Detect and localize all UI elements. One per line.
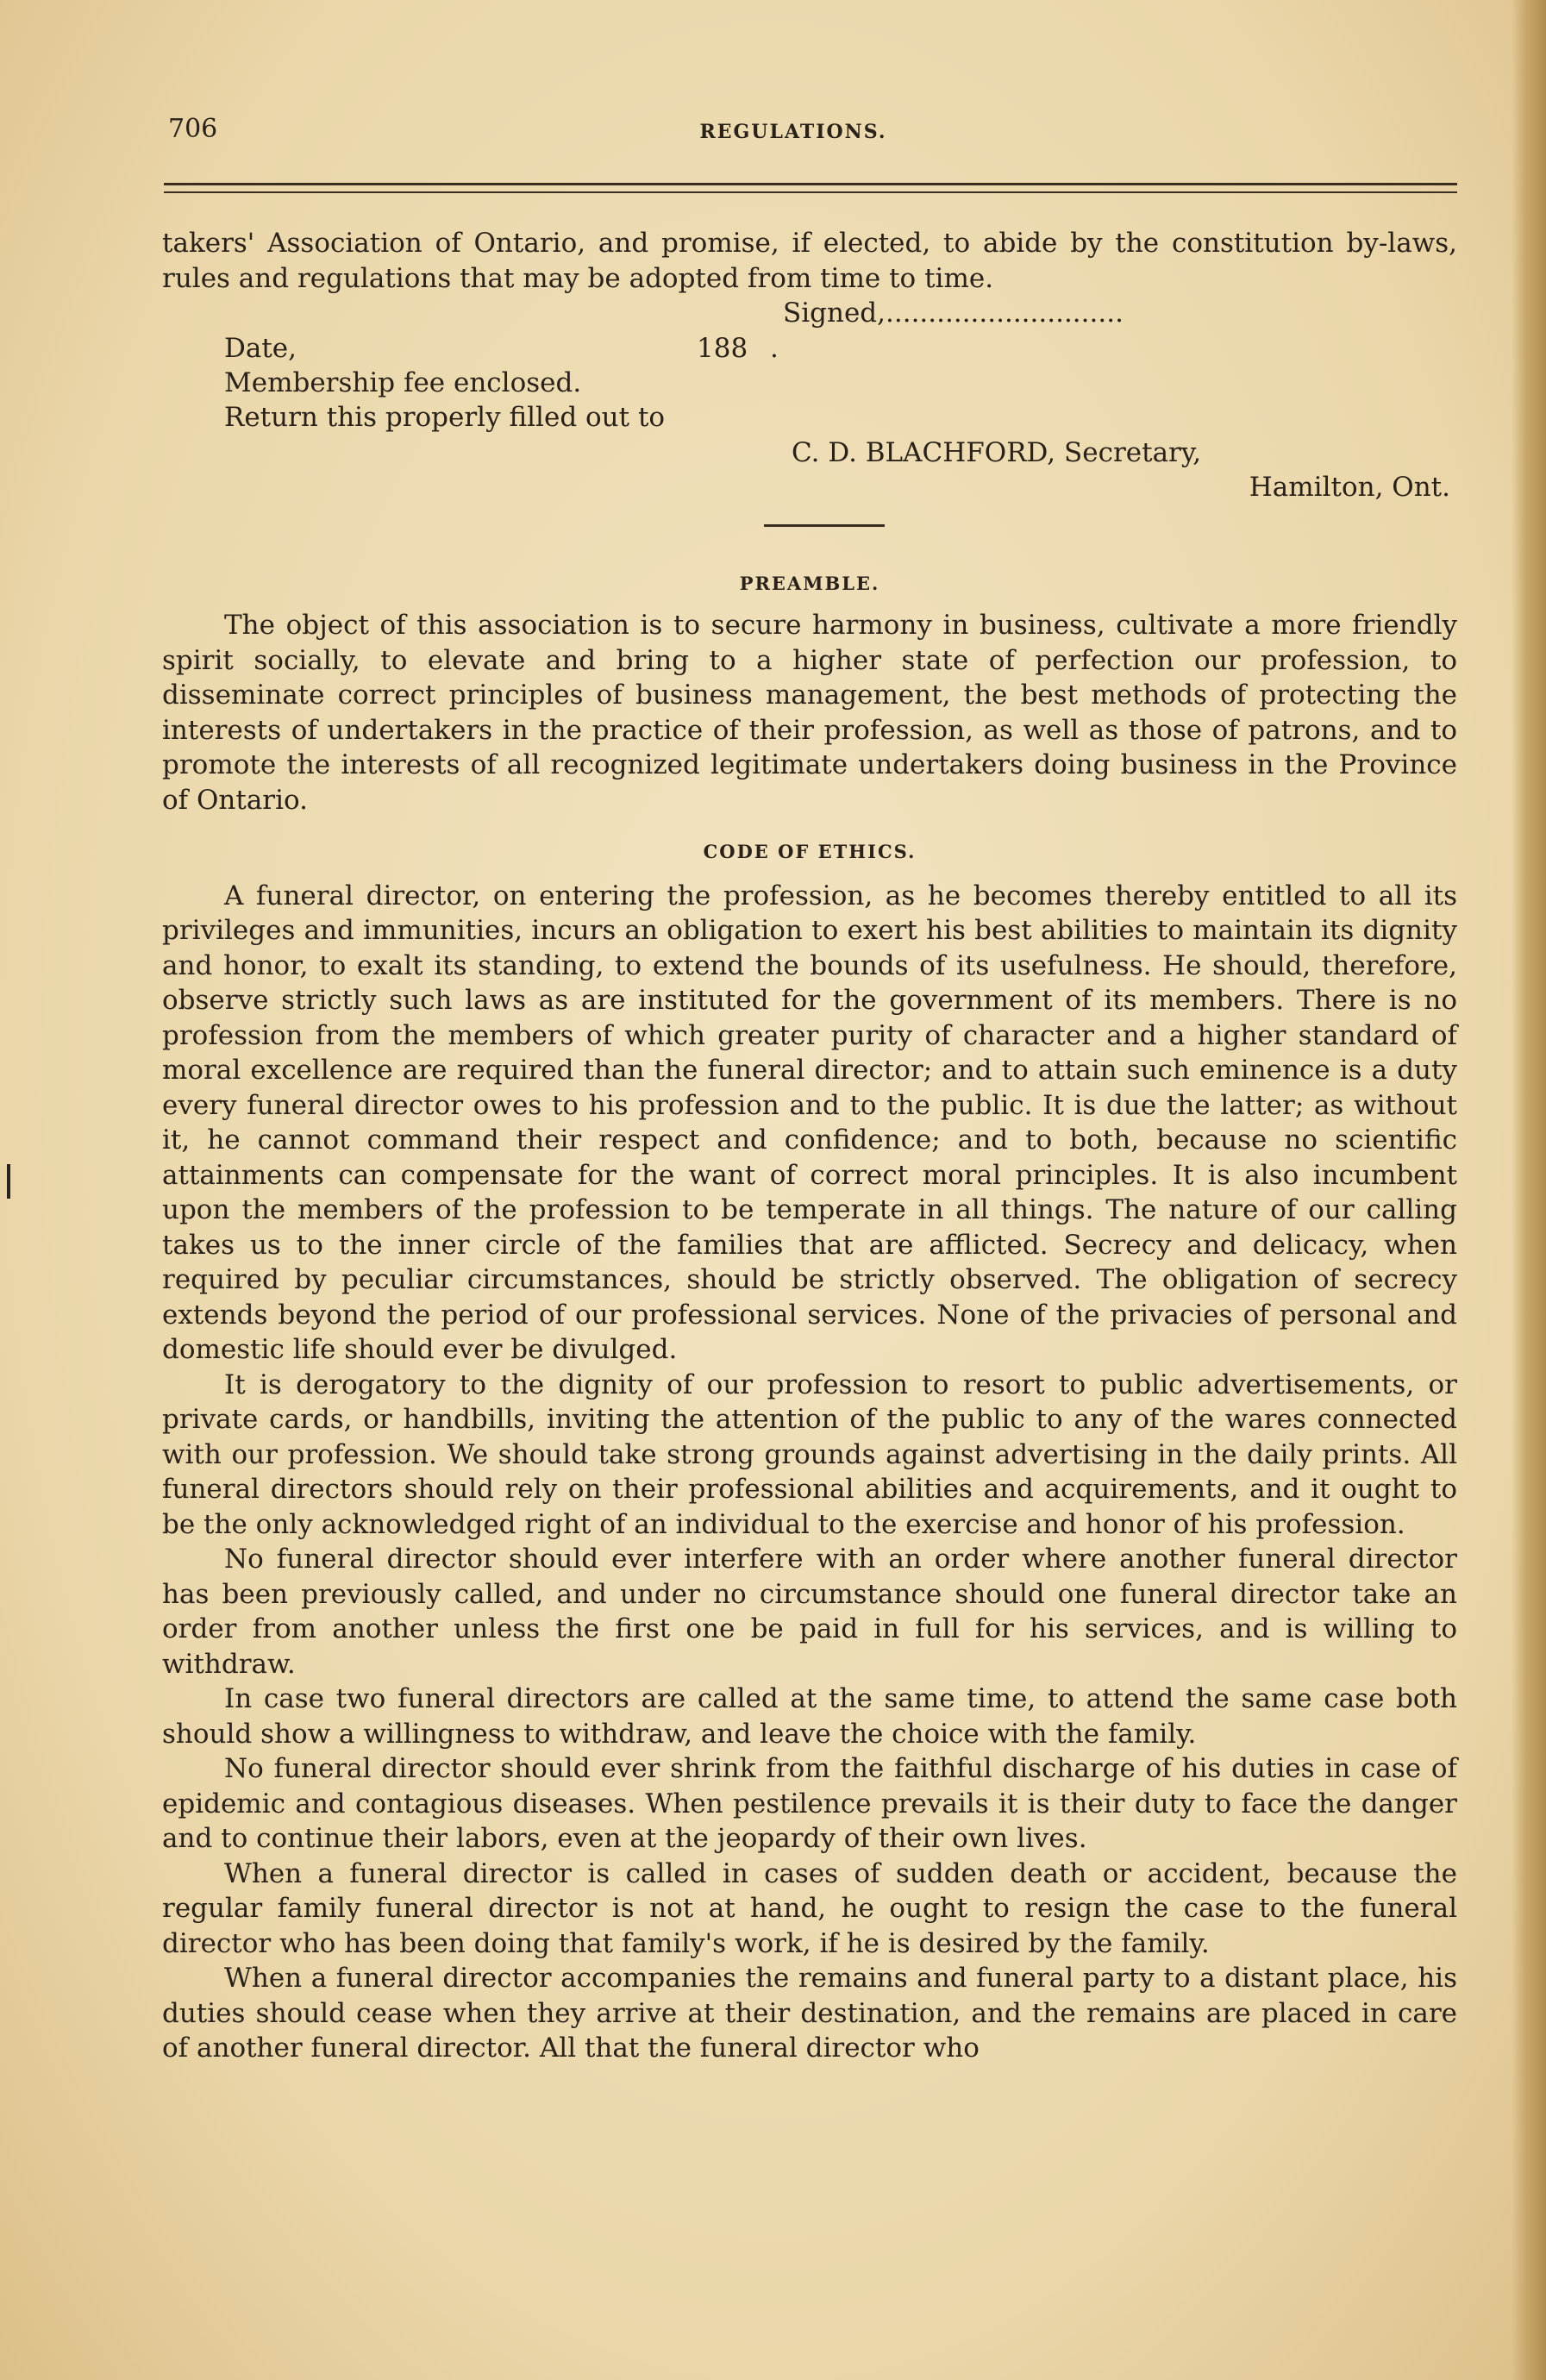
- page-edge: [1512, 0, 1546, 2380]
- ethics-paragraph: A funeral director, on entering the profession, as he becomes thereby entitled to all its privileges and immunities, incurs an obligation to exert his best abilities to maintain its dignity and honor, to exalt its standing, to extend the bounds of its usefulness. He should, therefore, observe strictly such laws as are instituted for the government of its members. There is no profession from the members of which greater purity of character and a higher standard of moral excellence are required than the funeral director; and to attain such eminence is a duty every funeral director owes to his profession and to the public. It is due the latter; as without it, he cannot command their respect and confidence; and to both, because no scientific attainments can compensate for the want of correct moral principles. It is also incumbent upon the members of the profession to be temperate in all things. The nature of our calling takes us to the inner circle of the families that are afflicted. Secrecy and delicacy, when required by peculiar circumstances, should be strictly observed. The obligation of secrecy extends beyond the period of our professional services. None of the privacies of personal and domestic life should ever be divulged.: [162, 880, 1457, 1365]
- page-header: [129, 114, 1457, 148]
- ethics-paragraph: When a funeral director accompanies the remains and funeral party to a distant place, his duties should cease when they arrive at their destination, and the remains are placed in care of another funeral director. All that the funeral director who: [162, 1963, 1457, 2064]
- signature-line: Signed,............................: [783, 298, 1124, 329]
- return-note: Return this properly filled out to: [224, 402, 666, 433]
- header-rule-thin: [164, 191, 1457, 193]
- running-head: REGULATIONS.: [699, 121, 887, 143]
- fee-note: Membership fee enclosed.: [224, 366, 582, 398]
- code-of-ethics-heading: CODE OF ETHICS.: [703, 841, 917, 862]
- ethics-paragraph: No funeral director should ever interfere with an order where another funeral director has been previously called, and under no circumstance should one funeral director take an order from another unless the first one be paid in full for his services, and is willing to withdraw.: [162, 1544, 1457, 1680]
- ethics-paragraph: When a funeral director is called in cases of sudden death or accident, because the regular family funeral director is not at hand, he ought to resign the case to the funeral director who has been doing that family's work, if he is desired by the family.: [162, 1857, 1457, 1959]
- page-number: 706: [168, 114, 218, 144]
- margin-mark: [7, 1164, 10, 1199]
- preamble-text: The object of this association is to secure harmony in business, cultivate a more friendly spirit socially, to elevate and bring to a higher state of perfection our profession, to disseminate correct principles of business management, the best methods of protecting the interests of undertakers in the practice of their profession, as well as those of patrons, and to promote the interests of all recognized legitimate undertakers doing business in the Province of Ontario.: [162, 610, 1457, 816]
- secretary-city: Hamilton, Ont.: [1249, 472, 1450, 503]
- header-rule: [164, 183, 1457, 185]
- ethics-paragraph: In case two funeral directors are called at the same time, to attend the same case both should show a willingness to withdraw, and leave the choice with the family.: [162, 1683, 1457, 1750]
- ethics-paragraph: It is derogatory to the dignity of our profession to resort to public advertisements, or private cards, or handbills, inviting the attention of the public to any of the wares connected with our profession. We should take strong grounds against advertising in the daily prints. All funeral directors should rely on their professional abilities and acquirements, and it ought to be the only acknowledged right of an individual to the exercise and honor of his profession.: [162, 1368, 1457, 1540]
- date-row: [162, 331, 1457, 366]
- page-body: [162, 226, 1457, 2066]
- date-period: .: [770, 332, 779, 364]
- ethics-paragraph: No funeral director should ever shrink from the faithful discharge of his duties in case of epidemic and contagious diseases. When pestilence prevails it is their duty to face the danger and to continue their labors, even at the jeopardy of their own lives.: [162, 1753, 1457, 1854]
- date-label: Date,: [224, 332, 297, 364]
- preamble-heading: PREAMBLE.: [739, 572, 880, 594]
- secretary-name: C. D. BLACHFORD, Secretary,: [792, 436, 1202, 468]
- date-year: 188: [697, 332, 748, 364]
- application-text: takers' Association of Ontario, and promise, if elected, to abide by the constitution by-laws, rules and regulations that may be adopted from time to time.: [162, 228, 1457, 294]
- section-divider: [764, 524, 885, 527]
